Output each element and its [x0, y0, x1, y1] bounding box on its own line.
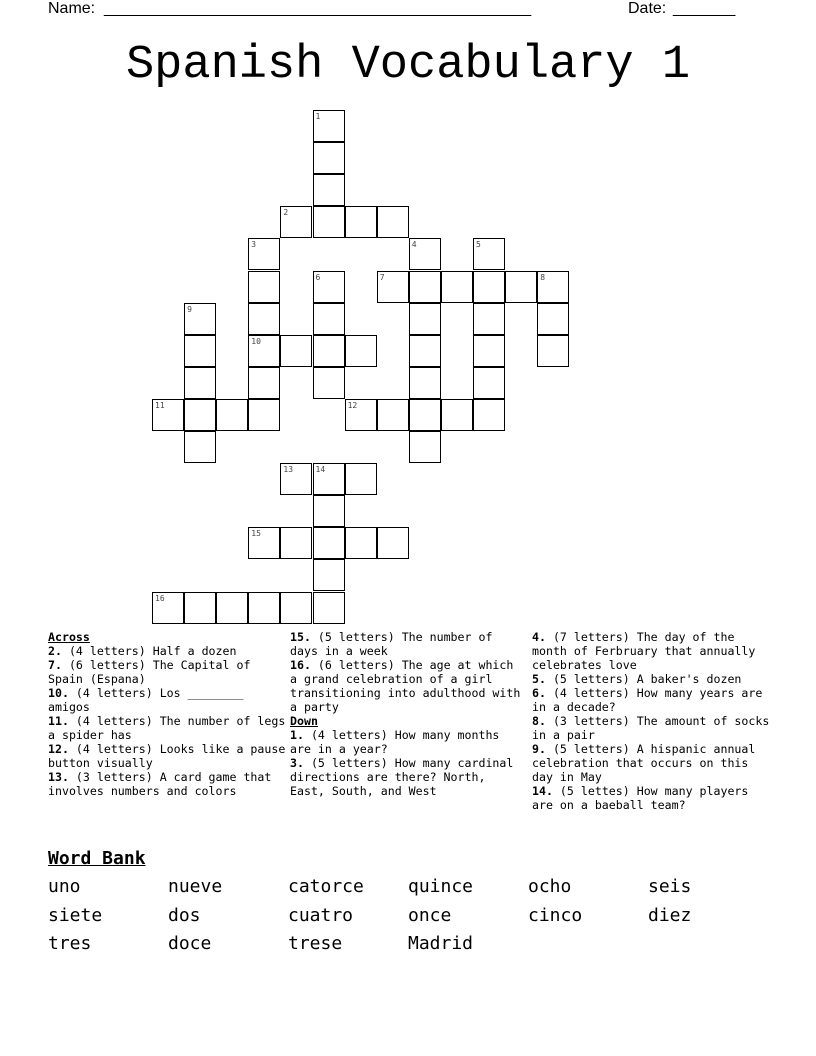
grid-cell[interactable] [473, 399, 505, 431]
grid-cell[interactable] [505, 271, 537, 303]
grid-cell[interactable] [184, 431, 216, 463]
grid-cell[interactable] [473, 303, 505, 335]
grid-cell[interactable] [313, 206, 345, 238]
clue-number: 6 [315, 272, 321, 282]
clue-number: 13 [283, 465, 294, 475]
clue-across-12: 12. (4 letters) Looks like a pause button visually [48, 742, 286, 770]
grid-cell[interactable] [313, 271, 345, 303]
clue-number: 15 [251, 529, 261, 539]
grid-cell[interactable] [184, 335, 216, 367]
grid-cell[interactable] [313, 303, 345, 335]
grid-cell[interactable] [537, 335, 569, 367]
clue-number: 16 [155, 593, 165, 603]
grid-cell[interactable] [248, 367, 280, 399]
grid-cell[interactable] [313, 174, 345, 206]
word-bank-item: Madrid [408, 933, 474, 954]
grid-cell[interactable] [313, 463, 345, 495]
date-line[interactable]: _______ [673, 0, 736, 17]
clues-column-3 [532, 630, 772, 812]
grid-cell[interactable] [280, 335, 312, 367]
clue-number: 4 [411, 240, 417, 250]
grid-cell[interactable] [280, 592, 312, 624]
grid-cell[interactable] [184, 367, 216, 399]
grid-cell[interactable] [313, 559, 345, 591]
clue-number: 12 [347, 400, 358, 410]
word-bank-item: diez [648, 905, 692, 926]
clue-across-10: 10. (4 letters) Los ________ amigos [48, 686, 244, 714]
date-label: Date: [628, 0, 667, 17]
grid-cell[interactable] [345, 527, 377, 559]
grid-cell[interactable] [313, 367, 345, 399]
clue-down-6: 6. (4 letters) How many years are in a decade? [532, 686, 763, 714]
grid-cell[interactable] [184, 399, 216, 431]
grid-cell[interactable] [280, 206, 312, 238]
grid-cell[interactable] [409, 399, 441, 431]
clue-number: 3 [251, 240, 257, 250]
grid-cell[interactable] [216, 399, 248, 431]
clue-down-4: 4. (7 letters) The day of the month of Ferbruary that annually celebrates love [532, 630, 756, 672]
clue-across-16: 16. (6 letters) The age at which a grand celebration of a girl transitioning into adulthood with a party [290, 658, 521, 714]
grid-cell[interactable] [473, 271, 505, 303]
word-bank-item: uno [48, 876, 81, 897]
clue-number: 11 [155, 400, 165, 410]
clue-down-8: 8. (3 letters) The amount of socks in a pair [532, 714, 770, 742]
grid-cell[interactable] [313, 335, 345, 367]
grid-cell[interactable] [280, 527, 312, 559]
word-bank-item: siete [48, 905, 103, 926]
grid-cell[interactable] [345, 399, 377, 431]
grid-cell[interactable] [409, 303, 441, 335]
word-bank-item: catorce [288, 876, 364, 897]
grid-cell[interactable] [152, 592, 184, 624]
clue-across-11: 11. (4 letters) The number of legs a spider has [48, 714, 286, 742]
word-bank-title: Word Bank [48, 848, 146, 869]
word-bank-item: cinco [528, 905, 583, 926]
grid-cell[interactable] [441, 399, 473, 431]
grid-cell[interactable] [537, 303, 569, 335]
clue-down-3: 3. (5 letters) How many cardinal directions are there? North, East, South, and West [290, 756, 514, 798]
grid-cell[interactable] [409, 238, 441, 270]
word-bank-item: dos [168, 905, 201, 926]
word-bank-item: once [408, 905, 452, 926]
grid-cell[interactable] [248, 527, 280, 559]
clue-number: 7 [379, 272, 385, 282]
grid-cell[interactable] [313, 495, 345, 527]
clue-down-5: 5. (5 letters) A baker's dozen [532, 672, 742, 686]
word-bank-item: ocho [528, 876, 572, 897]
grid-cell[interactable] [313, 592, 345, 624]
grid-cell[interactable] [377, 206, 409, 238]
page-title: Spanish Vocabulary 1 [125, 39, 691, 92]
clue-across-15: 15. (5 letters) The number of days in a week [290, 630, 493, 658]
down-heading: Down [290, 714, 318, 728]
clue-number: 5 [476, 240, 481, 250]
clue-across-2: 2. (4 letters) Half a dozen [48, 644, 237, 658]
word-bank-item: doce [168, 933, 212, 954]
grid-cell[interactable] [248, 238, 280, 270]
clue-down-1: 1. (4 letters) How many months are in a year? [290, 728, 500, 756]
grid-cell[interactable] [345, 206, 377, 238]
clue-number: 2 [283, 208, 289, 218]
grid-cell[interactable] [152, 399, 184, 431]
clue-number: 14 [315, 465, 326, 475]
grid-cell[interactable] [313, 527, 345, 559]
grid-cell[interactable] [216, 592, 248, 624]
grid-cell[interactable] [248, 303, 280, 335]
grid-cell[interactable] [280, 463, 312, 495]
clues-column-1 [48, 630, 288, 798]
grid-cell[interactable] [409, 271, 441, 303]
word-bank-item: quince [408, 876, 474, 897]
grid-cell[interactable] [473, 335, 505, 367]
grid-cell[interactable] [377, 527, 409, 559]
grid-cell[interactable] [377, 399, 409, 431]
clue-across-7: 7. (6 letters) The Capital of Spain (Espana) [48, 658, 251, 686]
grid-cell[interactable] [248, 335, 280, 367]
clue-across-13: 13. (3 letters) A card game that involves numbers and colors [48, 770, 272, 798]
clue-number: 1 [315, 112, 321, 121]
grid-cell[interactable] [409, 431, 441, 463]
word-bank-item: seis [648, 876, 692, 897]
name-line[interactable]: ________________________________________________ [104, 0, 532, 17]
grid-cell[interactable] [345, 335, 377, 367]
grid-cell[interactable] [313, 142, 345, 174]
grid-cell[interactable] [345, 463, 377, 495]
clue-down-14: 14. (5 lettes) How many players are on a baeball team? [532, 784, 749, 812]
grid-cell[interactable] [377, 271, 409, 303]
across-heading: Across [48, 630, 90, 644]
clue-number: 8 [540, 272, 546, 282]
clues-column-2 [290, 630, 526, 798]
clue-number: 10 [251, 336, 261, 346]
grid-cell[interactable] [184, 592, 216, 624]
name-label: Name: [48, 0, 96, 17]
grid-cell[interactable] [184, 303, 216, 335]
grid-cell[interactable] [409, 367, 441, 399]
grid-cell[interactable] [248, 592, 280, 624]
grid-cell[interactable] [441, 271, 473, 303]
grid-cell[interactable] [248, 271, 280, 303]
word-bank-item: trese [288, 933, 343, 954]
word-bank-item: cuatro [288, 905, 354, 926]
grid-cell[interactable] [313, 110, 345, 142]
clue-number: 9 [187, 304, 192, 314]
grid-cell[interactable] [409, 335, 441, 367]
grid-cell[interactable] [248, 399, 280, 431]
word-bank-item: tres [48, 933, 92, 954]
word-bank-item: nueve [168, 876, 223, 897]
grid-cell[interactable] [537, 271, 569, 303]
clue-down-9: 9. (5 letters) A hispanic annual celebration that occurs on this day in May [532, 742, 756, 784]
grid-cell[interactable] [473, 367, 505, 399]
grid-cell[interactable] [473, 238, 505, 270]
